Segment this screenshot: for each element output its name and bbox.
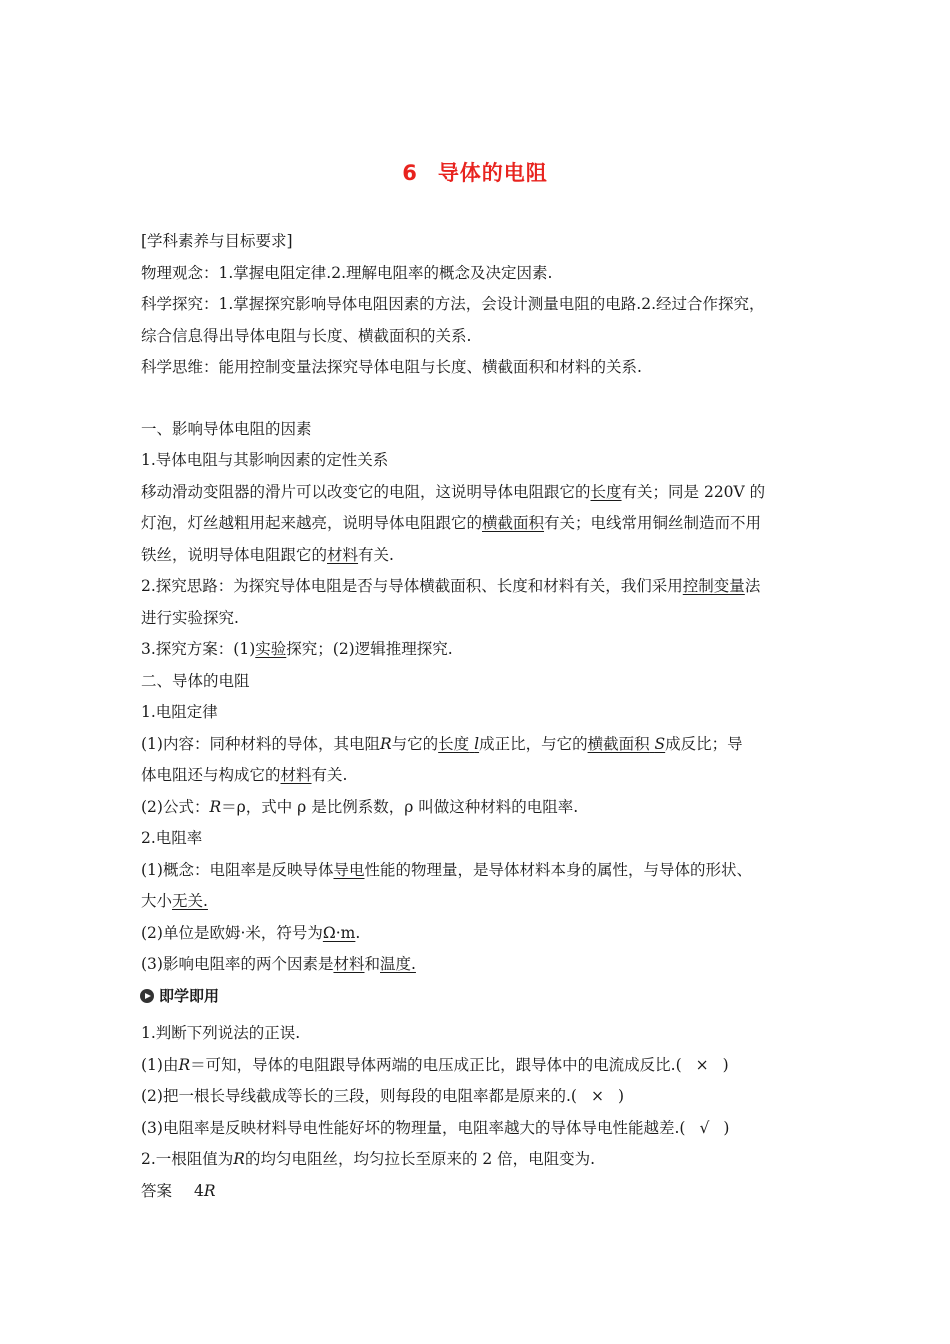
blank-answer: 横截面积 bbox=[482, 514, 545, 532]
blank-answer: 实验 bbox=[255, 640, 287, 658]
resistivity-concept-line1: (1)概念：电阻率是反映导体导电性能的物理量，是导体材料本身的属性，与导体的形状、 bbox=[141, 860, 752, 879]
title-number: 6 bbox=[402, 161, 418, 185]
judgment-mark: × bbox=[590, 1087, 604, 1105]
question2: 2.一根阻值为R的均匀电阻丝，均匀拉长至原来的 2 倍，电阻变为. bbox=[141, 1150, 596, 1168]
judgment-mark: × bbox=[695, 1055, 709, 1074]
answer: 答案 4R bbox=[141, 1181, 216, 1200]
page-title bbox=[0, 157, 950, 187]
goals-header: [学科素养与目标要求] bbox=[141, 232, 293, 250]
blank-answer: 材料 bbox=[280, 766, 312, 784]
resistivity-factors: (3)影响电阻率的两个因素是材料和温度. bbox=[141, 955, 416, 973]
blank-answer: Ω·m bbox=[322, 923, 356, 942]
question1-item1: (1)由R＝可知，导体的电阻跟导体两端的电压成正比，跟导体中的电流成反比.( × ) bbox=[141, 1050, 821, 1082]
blank-answer: 长度 l bbox=[438, 734, 480, 753]
section1-heading: 一、影响导体电阻的因素 bbox=[141, 419, 312, 438]
section1-item2-line1: 2.探究思路：为探究导体电阻是否与导体横截面积、长度和材料有关，我们采用控制变量法 bbox=[141, 577, 761, 595]
section2-heading: 二、导体的电阻 bbox=[141, 671, 250, 690]
section1-item1-line2: 灯泡，灯丝越粗用起来越亮，说明导体电阻跟它的横截面积有关；电线常用铜丝制造而不用 bbox=[141, 514, 762, 532]
question1-item3: (3)电阻率是反映材料导电性能好坏的物理量，电阻率越大的导体导电性能越差.( √ ) bbox=[141, 1113, 821, 1145]
document-body bbox=[141, 226, 821, 1207]
blank-answer: 温度. bbox=[380, 955, 416, 973]
law-content-line2: 体电阻还与构成它的材料有关. bbox=[141, 766, 348, 784]
blank-answer: 材料 bbox=[333, 955, 365, 973]
resistivity-unit: (2)单位是欧姆·米，符号为Ω·m. bbox=[141, 923, 361, 942]
blank-answer: 控制变量 bbox=[682, 577, 745, 595]
section1-item3: 3.探究方案：(1)实验探究；(2)逻辑推理探究. bbox=[141, 640, 453, 658]
goal-kexue-line2: 综合信息得出导体电阻与长度、横截面积的关系. bbox=[141, 326, 472, 345]
blank-answer: 无关. bbox=[172, 892, 208, 910]
blank-answer: 横截面积 S bbox=[587, 734, 666, 753]
blank-answer: 长度 bbox=[590, 482, 622, 501]
law-formula: (2)公式：R＝ρ，式中 ρ 是比例系数，ρ 叫做这种材料的电阻率. bbox=[141, 797, 579, 816]
goal-siwei: 科学思维：能用控制变量法探究导体电阻与长度、横截面积和材料的关系. bbox=[141, 358, 642, 376]
section1-item1-line1: 移动滑动变阻器的滑片可以改变它的电阻，这说明导体电阻跟它的长度有关；同是 220V 的 bbox=[141, 482, 766, 501]
goal-kexue-line1: 科学探究：1.掌握探究影响导体电阻因素的方法，会设计测量电阻的电路.2.经过合作探究， bbox=[141, 295, 765, 313]
section1-item2-line2: 进行实验探究. bbox=[141, 608, 239, 627]
blank-answer: 导电 bbox=[333, 860, 365, 879]
question1: 1.判断下列说法的正误. bbox=[141, 1024, 301, 1042]
resistance-law-title: 1.电阻定律 bbox=[141, 703, 218, 721]
section1-item1-title: 1.导体电阻与其影响因素的定性关系 bbox=[141, 451, 389, 469]
resistivity-title: 2.电阻率 bbox=[141, 829, 203, 847]
law-content-line1: (1)内容：同种材料的导体，其电阻R与它的长度 l成正比，与它的横截面积 S成反比；导 bbox=[141, 734, 743, 753]
question1-item2: (2)把一根长导线截成等长的三段，则每段的电阻率都是原来的.( × ) bbox=[141, 1081, 821, 1113]
section1-item1-line3: 铁丝，说明导体电阻跟它的材料有关. bbox=[141, 545, 394, 564]
practice-badge: 即学即用 bbox=[140, 981, 821, 1013]
goal-wuli: 物理观念：1.掌握电阻定律.2.理解电阻率的概念及决定因素. bbox=[141, 263, 553, 282]
play-circle-icon bbox=[140, 989, 154, 1003]
blank-answer: 材料 bbox=[327, 545, 359, 564]
resistivity-concept-line2: 大小无关. bbox=[141, 892, 208, 910]
title-text: 导体的电阻 bbox=[437, 161, 548, 185]
judgment-mark: √ bbox=[699, 1118, 710, 1137]
